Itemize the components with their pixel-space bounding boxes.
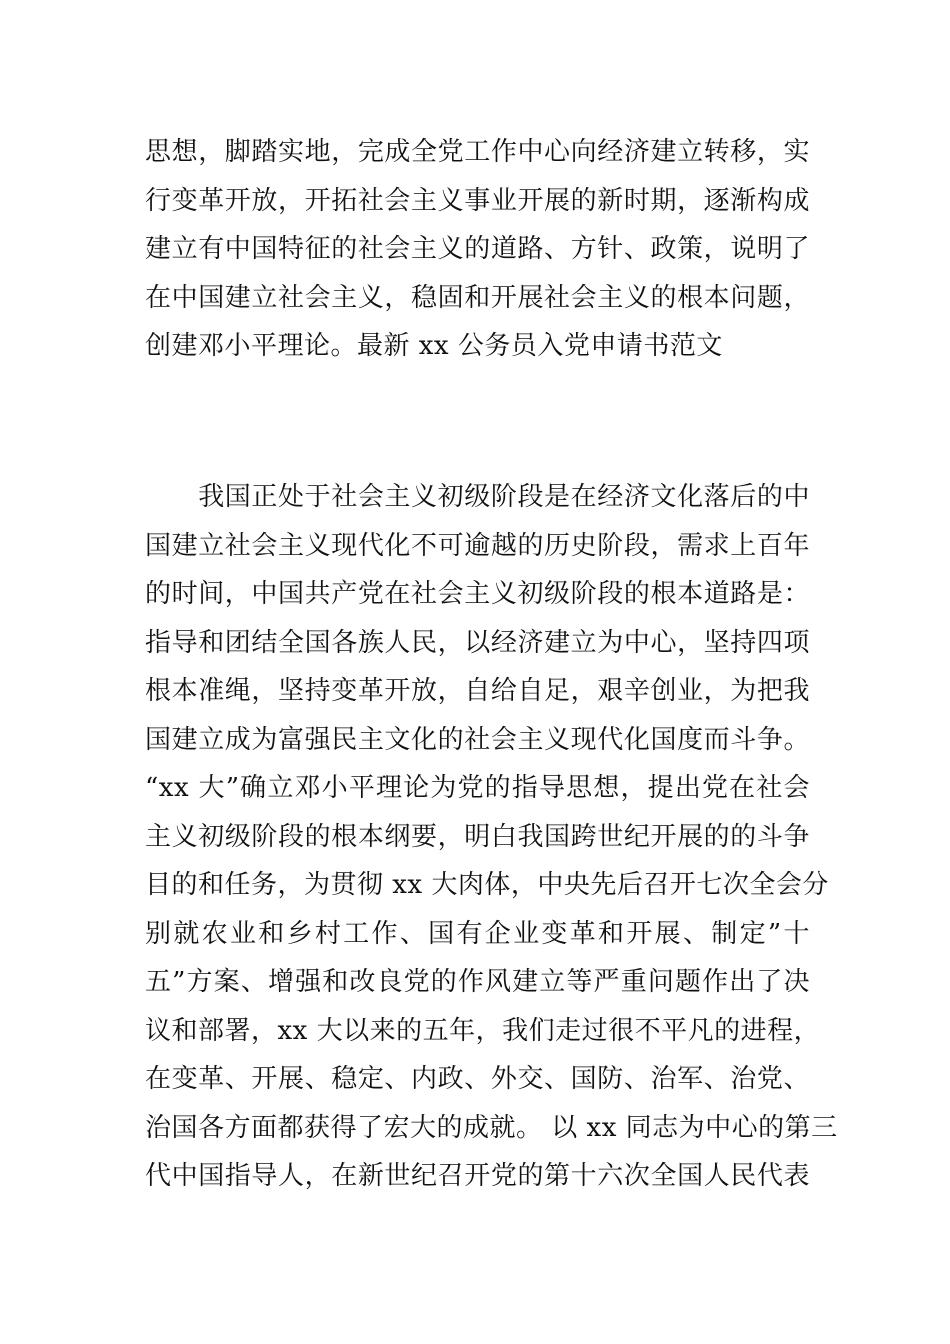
text-line: 代中国指导人，在新世纪召开党的第十六次全国人民代表	[145, 1161, 810, 1191]
text-line: 治国各方面都获得了宏大的成就。 以 xx 同志为中心的第三	[145, 1112, 838, 1143]
text-line: 行变革开放，开拓社会主义事业开展的新时期，逐渐构成	[145, 185, 810, 216]
text-line: 创建邓小平理论。最新 xx 公务员入党申请书范文	[145, 331, 723, 361]
text-line: “xx 大”确立邓小平理论为党的指导思想，提出党在社会	[145, 773, 810, 803]
text-line: 目的和任务，为贯彻 xx 大肉体，中央先后召开七次全会分	[145, 870, 829, 900]
text-line: 指导和团结全国各族人民，以经济建立为中心，坚持四项	[145, 627, 810, 658]
text-line: 我国正处于社会主义初级阶段是在经济文化落后的中	[145, 482, 810, 512]
text-line: 国建立社会主义现代化不可逾越的历史阶段，需求上百年	[145, 530, 810, 561]
text-line: 议和部署，xx 大以来的五年，我们走过很不平凡的进程，	[145, 1015, 821, 1046]
text-line: 五”方案、增强和改良党的作风建立等严重问题作出了决	[145, 967, 810, 997]
text-line: 的时间，中国共产党在社会主义初级阶段的根本道路是：	[145, 579, 810, 609]
text-line: 国建立成为富强民主文化的社会主义现代化国度而斗争。	[145, 724, 810, 755]
text-line: 建立有中国特征的社会主义的道路、方针、政策，说明了	[145, 234, 810, 264]
text-line: 根本准绳，坚持变革开放，自给自足，艰辛创业，为把我	[145, 676, 810, 706]
text-line: 主义初级阶段的根本纲要，明白我国跨世纪开展的的斗争	[145, 821, 810, 852]
paragraph-1	[145, 128, 810, 371]
text-line: 思想，脚踏实地，完成全党工作中心向经济建立转移，实	[145, 137, 810, 167]
paragraph-2	[145, 473, 838, 1201]
text-line: 别就农业和乡村工作、国有企业变革和开展、制定”十	[145, 918, 810, 949]
text-line: 在中国建立社会主义，稳固和开展社会主义的根本问题，	[145, 282, 810, 313]
text-line: 在变革、开展、稳定、内政、外交、国防、治军、治党、	[145, 1064, 810, 1094]
